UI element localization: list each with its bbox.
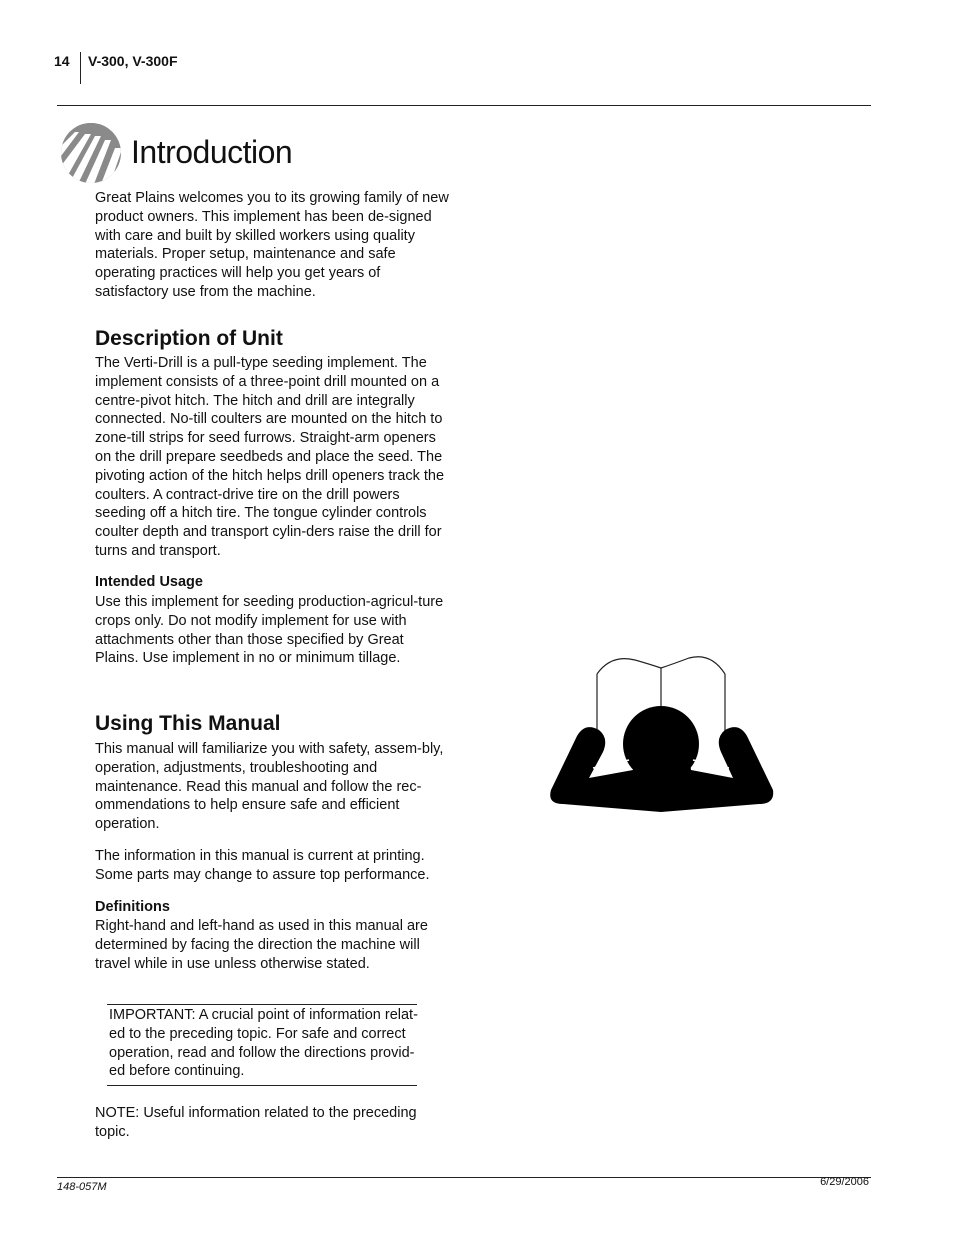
person-reading-manual-icon bbox=[543, 652, 779, 818]
page-number: 14 bbox=[54, 53, 70, 69]
header-separator bbox=[80, 52, 81, 84]
important-top-rule bbox=[107, 1004, 417, 1005]
intended-usage-paragraph: Use this implement for seeding production-agricul-ture crops only. Do not modify implement for use with attachments other than those specified by Great Plains. Use implement in no or minimum tillage. bbox=[95, 594, 444, 667]
definitions-paragraph: Right-hand and left-hand as used in this manual are determined by facing the direction the machine will travel while in use unless otherwise stated. bbox=[95, 918, 428, 972]
publication-date: 6/29/2006 bbox=[820, 1176, 869, 1188]
using-manual-heading: Using This Manual bbox=[95, 712, 281, 735]
footer-rule bbox=[57, 1177, 871, 1178]
note-paragraph: NOTE: Useful information related to the preceding topic. bbox=[95, 1105, 417, 1140]
intended-usage-heading: Intended Usage bbox=[95, 574, 203, 590]
definitions-heading: Definitions bbox=[95, 899, 170, 915]
document-number: 148-057M bbox=[57, 1181, 107, 1193]
intro-paragraph: Great Plains welcomes you to its growing family of new product owners. This implement has been de-signed with care and built by skilled workers using quality materials. Proper setup, maintenance and safe operating practices will help you get years of satisfactory use from the machine. bbox=[95, 190, 449, 300]
important-notice: IMPORTANT: A crucial point of information relat-ed to the preceding topic. For safe and correct operation, read and follow the directions provid-ed before continuing. bbox=[109, 1007, 418, 1080]
header-rule bbox=[57, 105, 871, 106]
page-title: Introduction bbox=[131, 134, 293, 170]
model-name: V-300, V-300F bbox=[88, 53, 178, 69]
description-heading: Description of Unit bbox=[95, 327, 283, 350]
great-plains-logo-icon bbox=[61, 122, 121, 184]
current-info-paragraph: The information in this manual is current at printing. Some parts may change to assure top performance. bbox=[95, 848, 430, 883]
using-manual-paragraph: This manual will familiarize you with safety, assem-bly, operation, adjustments, troubleshooting and maintenance. Read this manual and follow the rec-ommendations to help ensure safe and efficient operation. bbox=[95, 741, 444, 833]
important-bottom-rule bbox=[107, 1085, 417, 1086]
description-paragraph: The Verti-Drill is a pull-type seeding implement. The implement consists of a three-point drill mounted on a centre-pivot hitch. The hitch and drill are integrally connected. No-till coulters are mounted on the hitch to zone-till strips for seed furrows. Straight-arm openers on the drill prepare seedbeds and place the seed. The pivoting action of the hitch helps drill openers track the coulters. A contract-drive tire on the drill powers seeding off a hitch tire. The tongue cylinder controls coulter depth and transport cylin-ders raise the drill for turns and transport. bbox=[95, 355, 445, 559]
